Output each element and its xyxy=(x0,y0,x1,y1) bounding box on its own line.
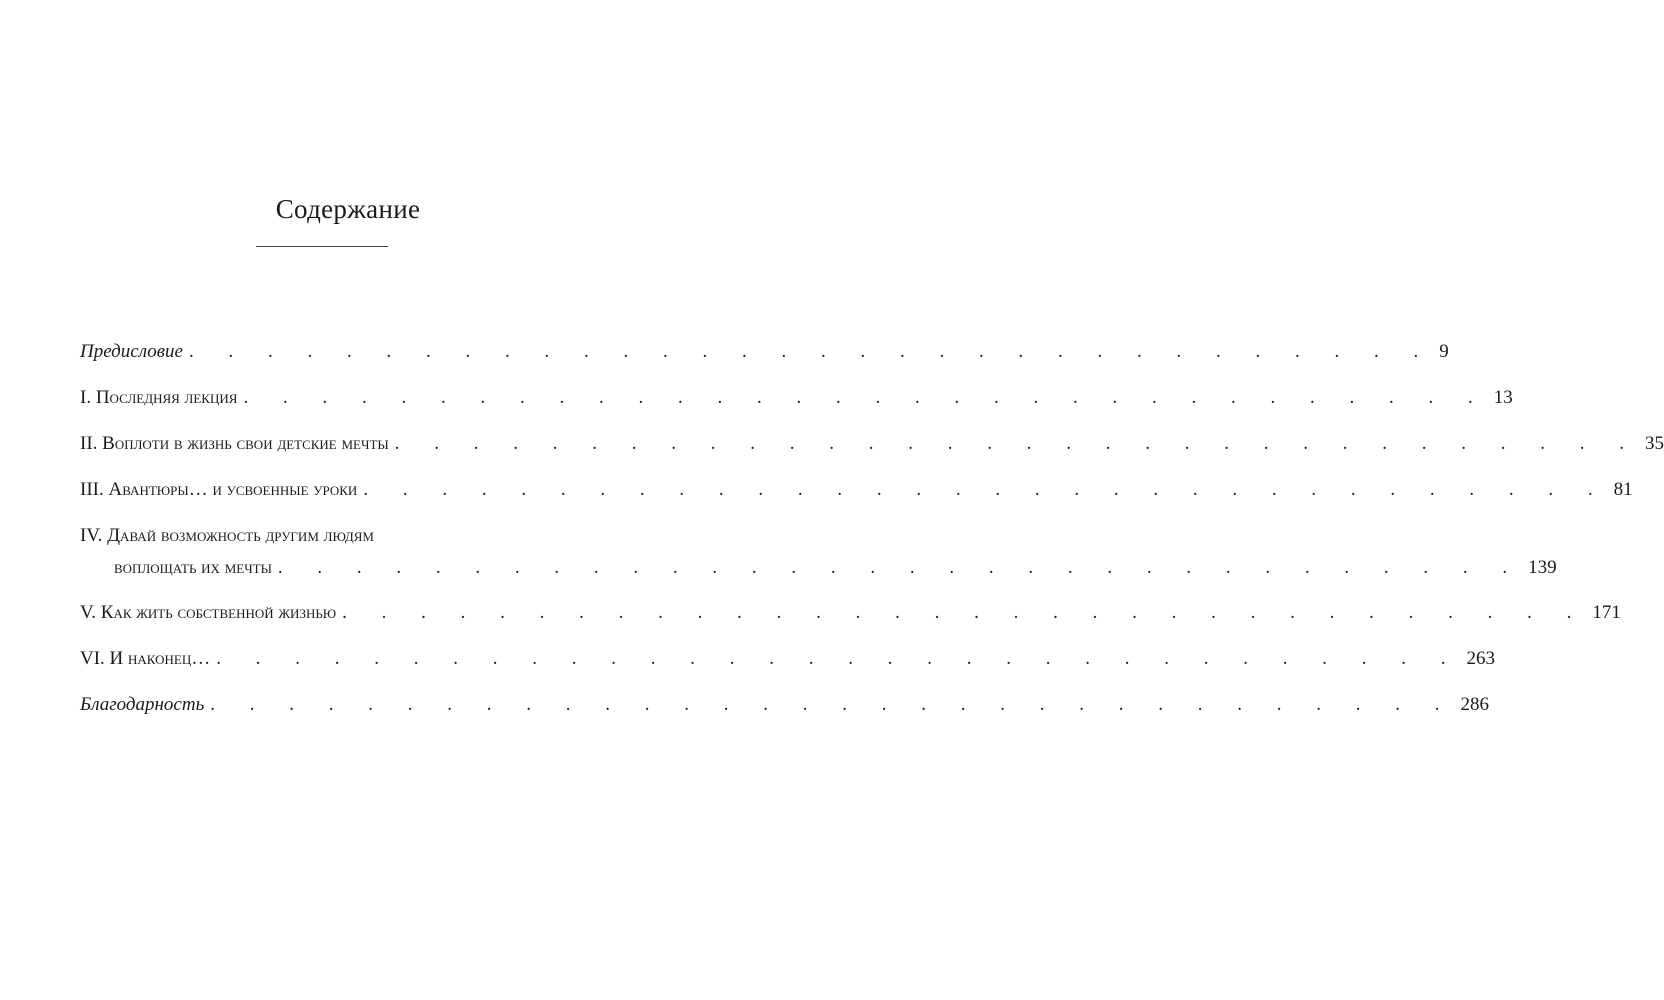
toc-entry-preface[interactable] xyxy=(80,336,1449,368)
toc-entry-chapter-6[interactable] xyxy=(80,643,1495,675)
dot-leader: . . . . . . . . . . . . . . . . . . . . . . . . . . . . . . . . xyxy=(216,648,1461,669)
toc-entry-label-line2: воплощать их мечты xyxy=(114,557,272,578)
toc-entry-chapter-2[interactable] xyxy=(80,428,1664,460)
toc-entry-page: 35 xyxy=(1644,433,1664,454)
toc-entry-label: I. Последняя лекция xyxy=(80,387,238,408)
dot-leader: . . . . . . . . . . . . . . . . . . . . . . . . . . . . . . . . xyxy=(277,557,1523,578)
dot-leader: . . . . . . . . . . . . . . . . . . . . . . . . . . . . . . . . xyxy=(188,341,1434,362)
toc-entry-page: 286 xyxy=(1460,694,1489,715)
toc-entry-label: V. Как жить собственной жизнью xyxy=(80,602,337,623)
toc-entry-page: 171 xyxy=(1592,602,1621,623)
toc-entry-label: III. Авантюры… и усвоенные уроки xyxy=(80,479,358,500)
page-title: Содержание xyxy=(275,194,421,224)
dot-leader: . . . . . . . . . . . . . . . . . . . . . . . . . . . . . . . . xyxy=(342,602,1587,623)
dot-leader: . . . . . . . . . . . . . . . . . . . . . . . . . . . . . . . . xyxy=(394,433,1639,454)
toc-entry-label: Предисловие xyxy=(80,341,183,362)
dot-leader: . . . . . . . . . . . . . . . . . . . . . . . . . . . . . . . . xyxy=(210,694,1455,715)
toc-entry-page: 9 xyxy=(1439,341,1449,362)
toc-entry-chapter-3[interactable] xyxy=(80,474,1633,506)
toc-entry-label: II. Воплоти в жизнь свои детские мечты xyxy=(80,433,389,454)
toc-entry-chapter-4[interactable] xyxy=(80,520,1557,584)
toc-entry-label-line1: IV. Давай возможность другим людям xyxy=(80,525,374,546)
toc-entry-chapter-1[interactable] xyxy=(80,382,1513,414)
toc-entry-chapter-5[interactable] xyxy=(80,597,1621,629)
table-of-contents xyxy=(80,336,1664,735)
dot-leader: . . . . . . . . . . . . . . . . . . . . . . . . . . . . . . . . xyxy=(243,387,1488,408)
toc-entry-page: 81 xyxy=(1613,479,1633,500)
toc-entry-page: 263 xyxy=(1466,648,1495,669)
title-divider xyxy=(256,246,388,247)
toc-entry-page: 13 xyxy=(1493,387,1513,408)
toc-entry-label: Благодарность xyxy=(80,694,205,715)
dot-leader: . . . . . . . . . . . . . . . . . . . . . . . . . . . . . . . . xyxy=(363,479,1608,500)
toc-entry-label: VI. И наконец… xyxy=(80,648,211,669)
toc-entry-page: 139 xyxy=(1528,557,1557,578)
toc-entry-acknowledgements[interactable] xyxy=(80,689,1489,721)
